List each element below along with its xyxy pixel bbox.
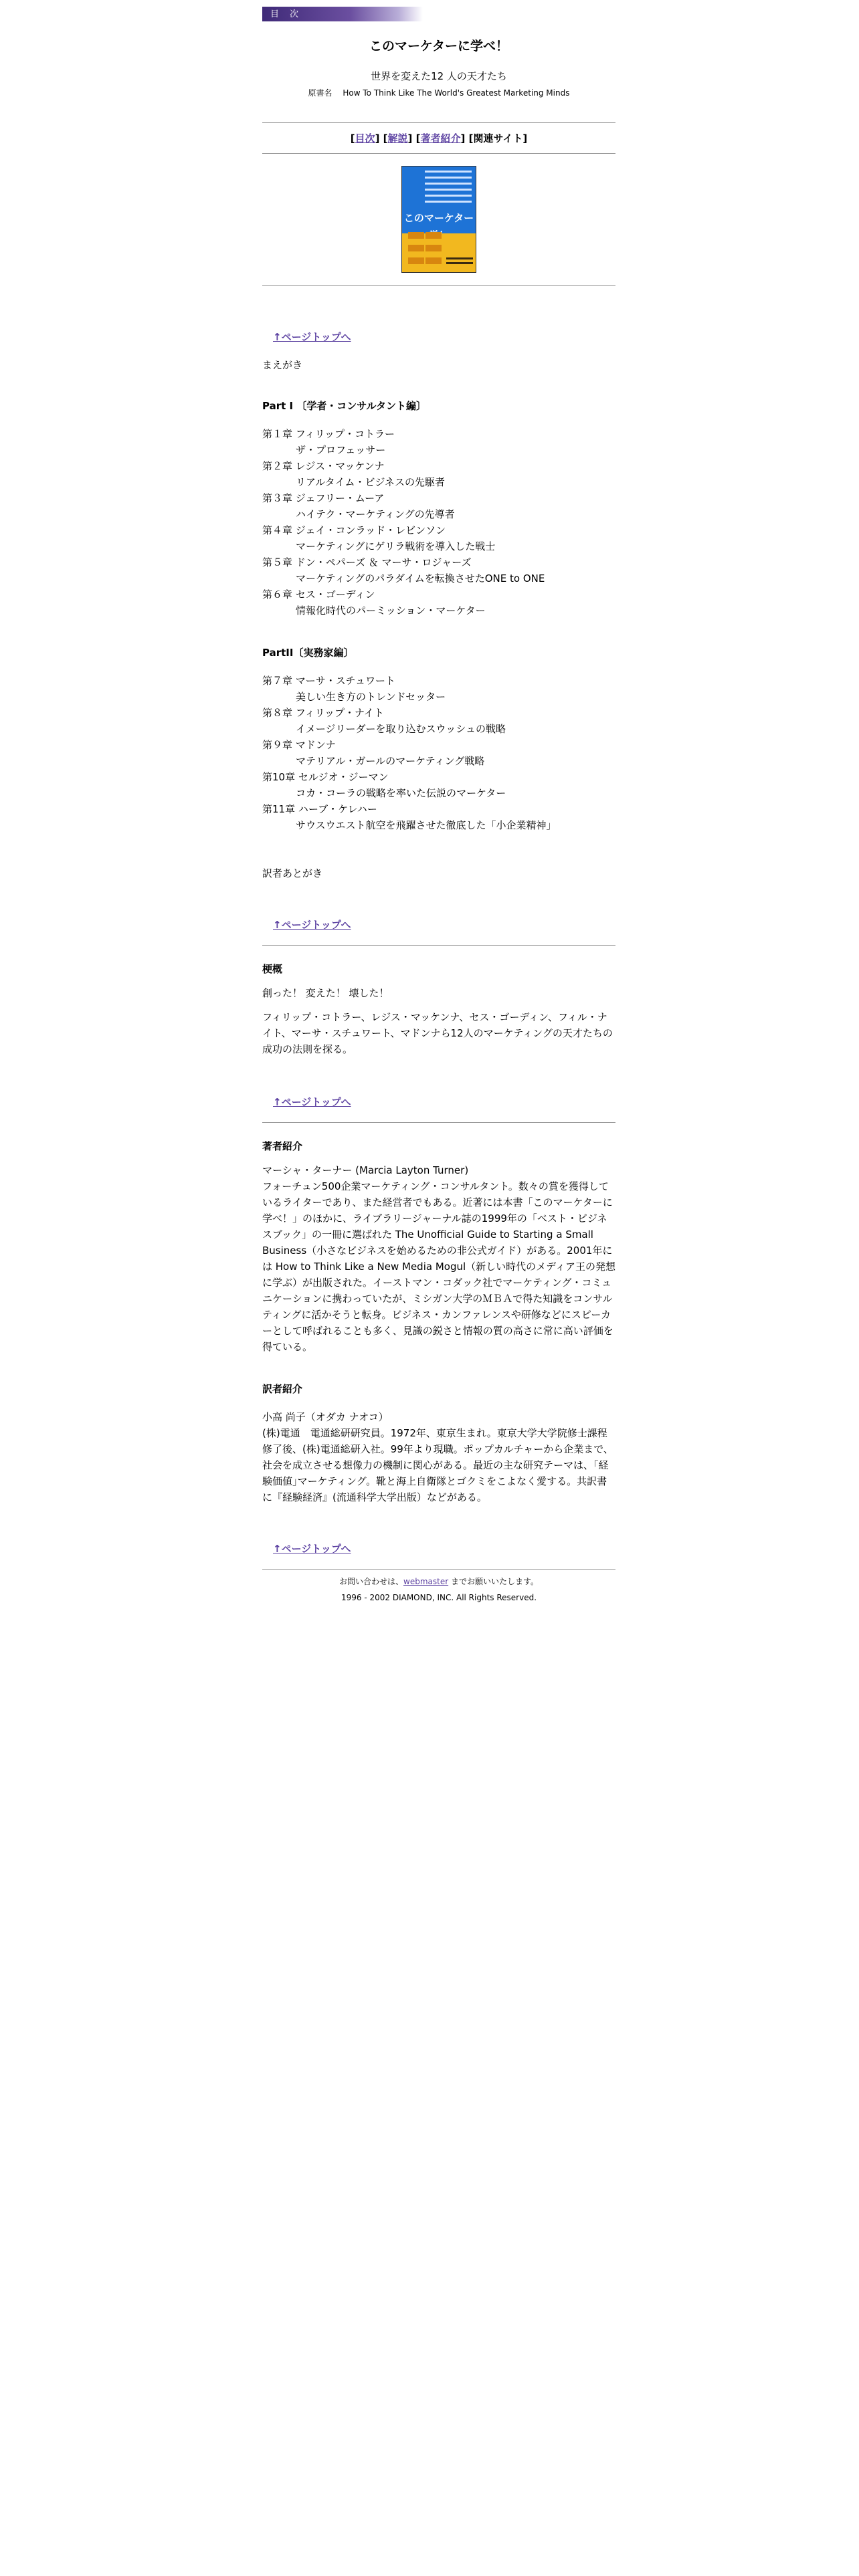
- book-title: このマーケターに学べ！: [369, 39, 509, 53]
- toc-chapter: 第２章 レジス・マッケンナ: [262, 460, 385, 472]
- book-cover-image: [401, 166, 476, 273]
- author-name: マーシャ・ターナー (Marcia Layton Turner): [262, 1164, 469, 1176]
- cover-title: このマーケター: [403, 212, 474, 224]
- contact-line: お問い合わせは、webmaster までお願いいたします。: [339, 1577, 539, 1586]
- summary-heading: 梗概: [262, 963, 283, 975]
- toc-header-label: 目 次: [270, 9, 303, 19]
- toc-chapter: 第６章 セス・ゴーディン: [262, 588, 375, 601]
- toc-chapter: 第５章 ドン・ペパーズ ＆ マーサ・ロジャーズ: [262, 556, 472, 568]
- page: [262, 0, 615, 1606]
- translator-bio: (株)電通 電通総研研究員。1972年、東京生まれ。東京大学大学院修士課程修了後、(株)電通総研入社。99年より現職。ポップカルチャーから企業まで、社会を成立させる想像力の機制に関心がある。最近の主な研究テーマは、｢経験価値｣マーケティング。靴と海上自衛隊とゴクミをこよなく愛する。共訳書に『経験経済』(流通科学大学出版）などがある。: [262, 1427, 613, 1503]
- page-top-link[interactable]: ↑ページトップへ: [273, 331, 351, 343]
- page-top-link[interactable]: ↑ページトップへ: [273, 919, 351, 931]
- original-title: How To Think Like The World's Greatest Marketing Minds: [343, 88, 570, 98]
- book-subtitle: 世界を変えた12 人の天才たち: [371, 70, 507, 82]
- toc-part1-list: [262, 426, 615, 619]
- toc-afterword: 訳者あとがき: [262, 867, 323, 879]
- translator-heading: 訳者紹介: [262, 1383, 303, 1395]
- original-title-label: 原書名: [308, 88, 332, 98]
- summary-lead: 創った！ 変えた！ 壊した！: [262, 987, 389, 999]
- footer: [262, 1574, 615, 1606]
- nav-link-toc[interactable]: 目次: [355, 132, 375, 144]
- cover-area: [262, 154, 615, 285]
- toc-chapter: 第７章 マーサ・スチュワート: [262, 675, 396, 687]
- toc-chapter: 第４章 ジェイ・コンラッド・レビンソン: [262, 524, 446, 536]
- divider: [262, 945, 615, 946]
- toc-header-bar: [262, 7, 423, 21]
- toc-chapter: 第11章 ハーブ・ケレハー: [262, 803, 377, 815]
- toc-chapter: 第８章 フィリップ・ナイト: [262, 707, 384, 719]
- toc-chapter-desc: リアルタイム・ビジネスの先駆者: [296, 476, 446, 488]
- summary-body: フィリップ・コトラー、レジス・マッケンナ、セス・ゴーディン、フィル・ナイト、マーサ・スチュワート、マドンナら12人のマーケティングの天才たちの成功の法則を探る。: [262, 1011, 613, 1055]
- toc-part1-heading: Part I 〔学者・コンサルタント編〕: [262, 400, 426, 412]
- toc-chapter: 第３章 ジェフリー・ムーア: [262, 492, 385, 504]
- author-heading: 著者紹介: [262, 1140, 303, 1152]
- translator-name: 小高 尚子（オダカ ナオコ）: [262, 1411, 389, 1423]
- toc-chapter-desc: 情報化時代のパーミッション・マーケター: [296, 605, 486, 617]
- toc-chapter-desc: マーケティングのパラダイムを転換させたONE to ONE: [296, 572, 545, 584]
- toc-chapter: 第10章 セルジオ・ジーマン: [262, 771, 389, 783]
- toc-preface: まえがき: [262, 359, 303, 371]
- divider: [262, 1569, 615, 1570]
- toc-chapter-desc: マテリアル・ガールのマーケティング戦略: [296, 755, 485, 767]
- section-nav: [目次] [解説] [著者紹介] [関連サイト]: [350, 132, 528, 144]
- author-bio: フォーチュン500企業マーケティング・コンサルタント。数々の賞を獲得しているライターであり、また経営者でもある。近著には本書「このマーケターに学べ！」のほかに、ライブラリージャーナル誌の1999年の「ベスト・ビジネスブック」の一冊に選ばれた The Unofficial Guide to Starting a Small Business（小さなビジネスを始めるための非公式ガイド）がある。2001年には How to Think Like a New Media Mogul（新しい時代のメディア王の発想に学ぶ）が出版された。イーストマン・コダック社でマーケティング・コミュニケーションに携わっていたが、ミシガン大学のＭＢＡで得た知識をコンサルティングに活かそうと転身。ビジネス・カンファレンスや研修などにスピーカーとして呼ばれることも多く、見識の鋭さと情報の質の高さに常に高い評価を得ている。: [262, 1180, 615, 1353]
- page-top-link[interactable]: ↑ページトップへ: [273, 1096, 351, 1108]
- toc-chapter: 第９章 マドンナ: [262, 739, 336, 751]
- nav-current-related: 関連サイト: [473, 132, 523, 144]
- page-top-link[interactable]: ↑ページトップへ: [273, 1543, 351, 1555]
- copyright: 1996 - 2002 DIAMOND, INC. All Rights Reserved.: [341, 1593, 537, 1602]
- nav-link-author[interactable]: 著者紹介: [420, 132, 461, 144]
- toc-chapter-desc: 美しい生き方のトレンドセッター: [296, 691, 446, 703]
- toc-part2-list: [262, 673, 615, 833]
- divider: [262, 1122, 615, 1123]
- original-title-line: [262, 87, 615, 98]
- divider: [262, 285, 615, 286]
- toc-chapter-desc: コカ・コーラの戦略を率いた伝説のマーケター: [296, 787, 506, 799]
- toc-chapter-desc: マーケティングにゲリラ戦術を導入した戦士: [296, 540, 496, 552]
- divider: [262, 122, 615, 123]
- toc-chapter: 第１章 フィリップ・コトラー: [262, 428, 395, 440]
- nav-link-commentary[interactable]: 解説: [387, 132, 408, 144]
- toc-chapter-desc: サウスウエスト航空を飛躍させた徹底した「小企業精神」: [296, 819, 557, 831]
- toc-chapter-desc: ハイテク・マーケティングの先導者: [296, 508, 455, 520]
- toc-chapter-desc: ザ・プロフェッサー: [296, 444, 386, 456]
- webmaster-link[interactable]: webmaster: [403, 1577, 449, 1586]
- toc-chapter-desc: イメージリーダーを取り込むスウッシュの戦略: [296, 723, 506, 735]
- toc-part2-heading: PartII〔実務家編〕: [262, 647, 354, 659]
